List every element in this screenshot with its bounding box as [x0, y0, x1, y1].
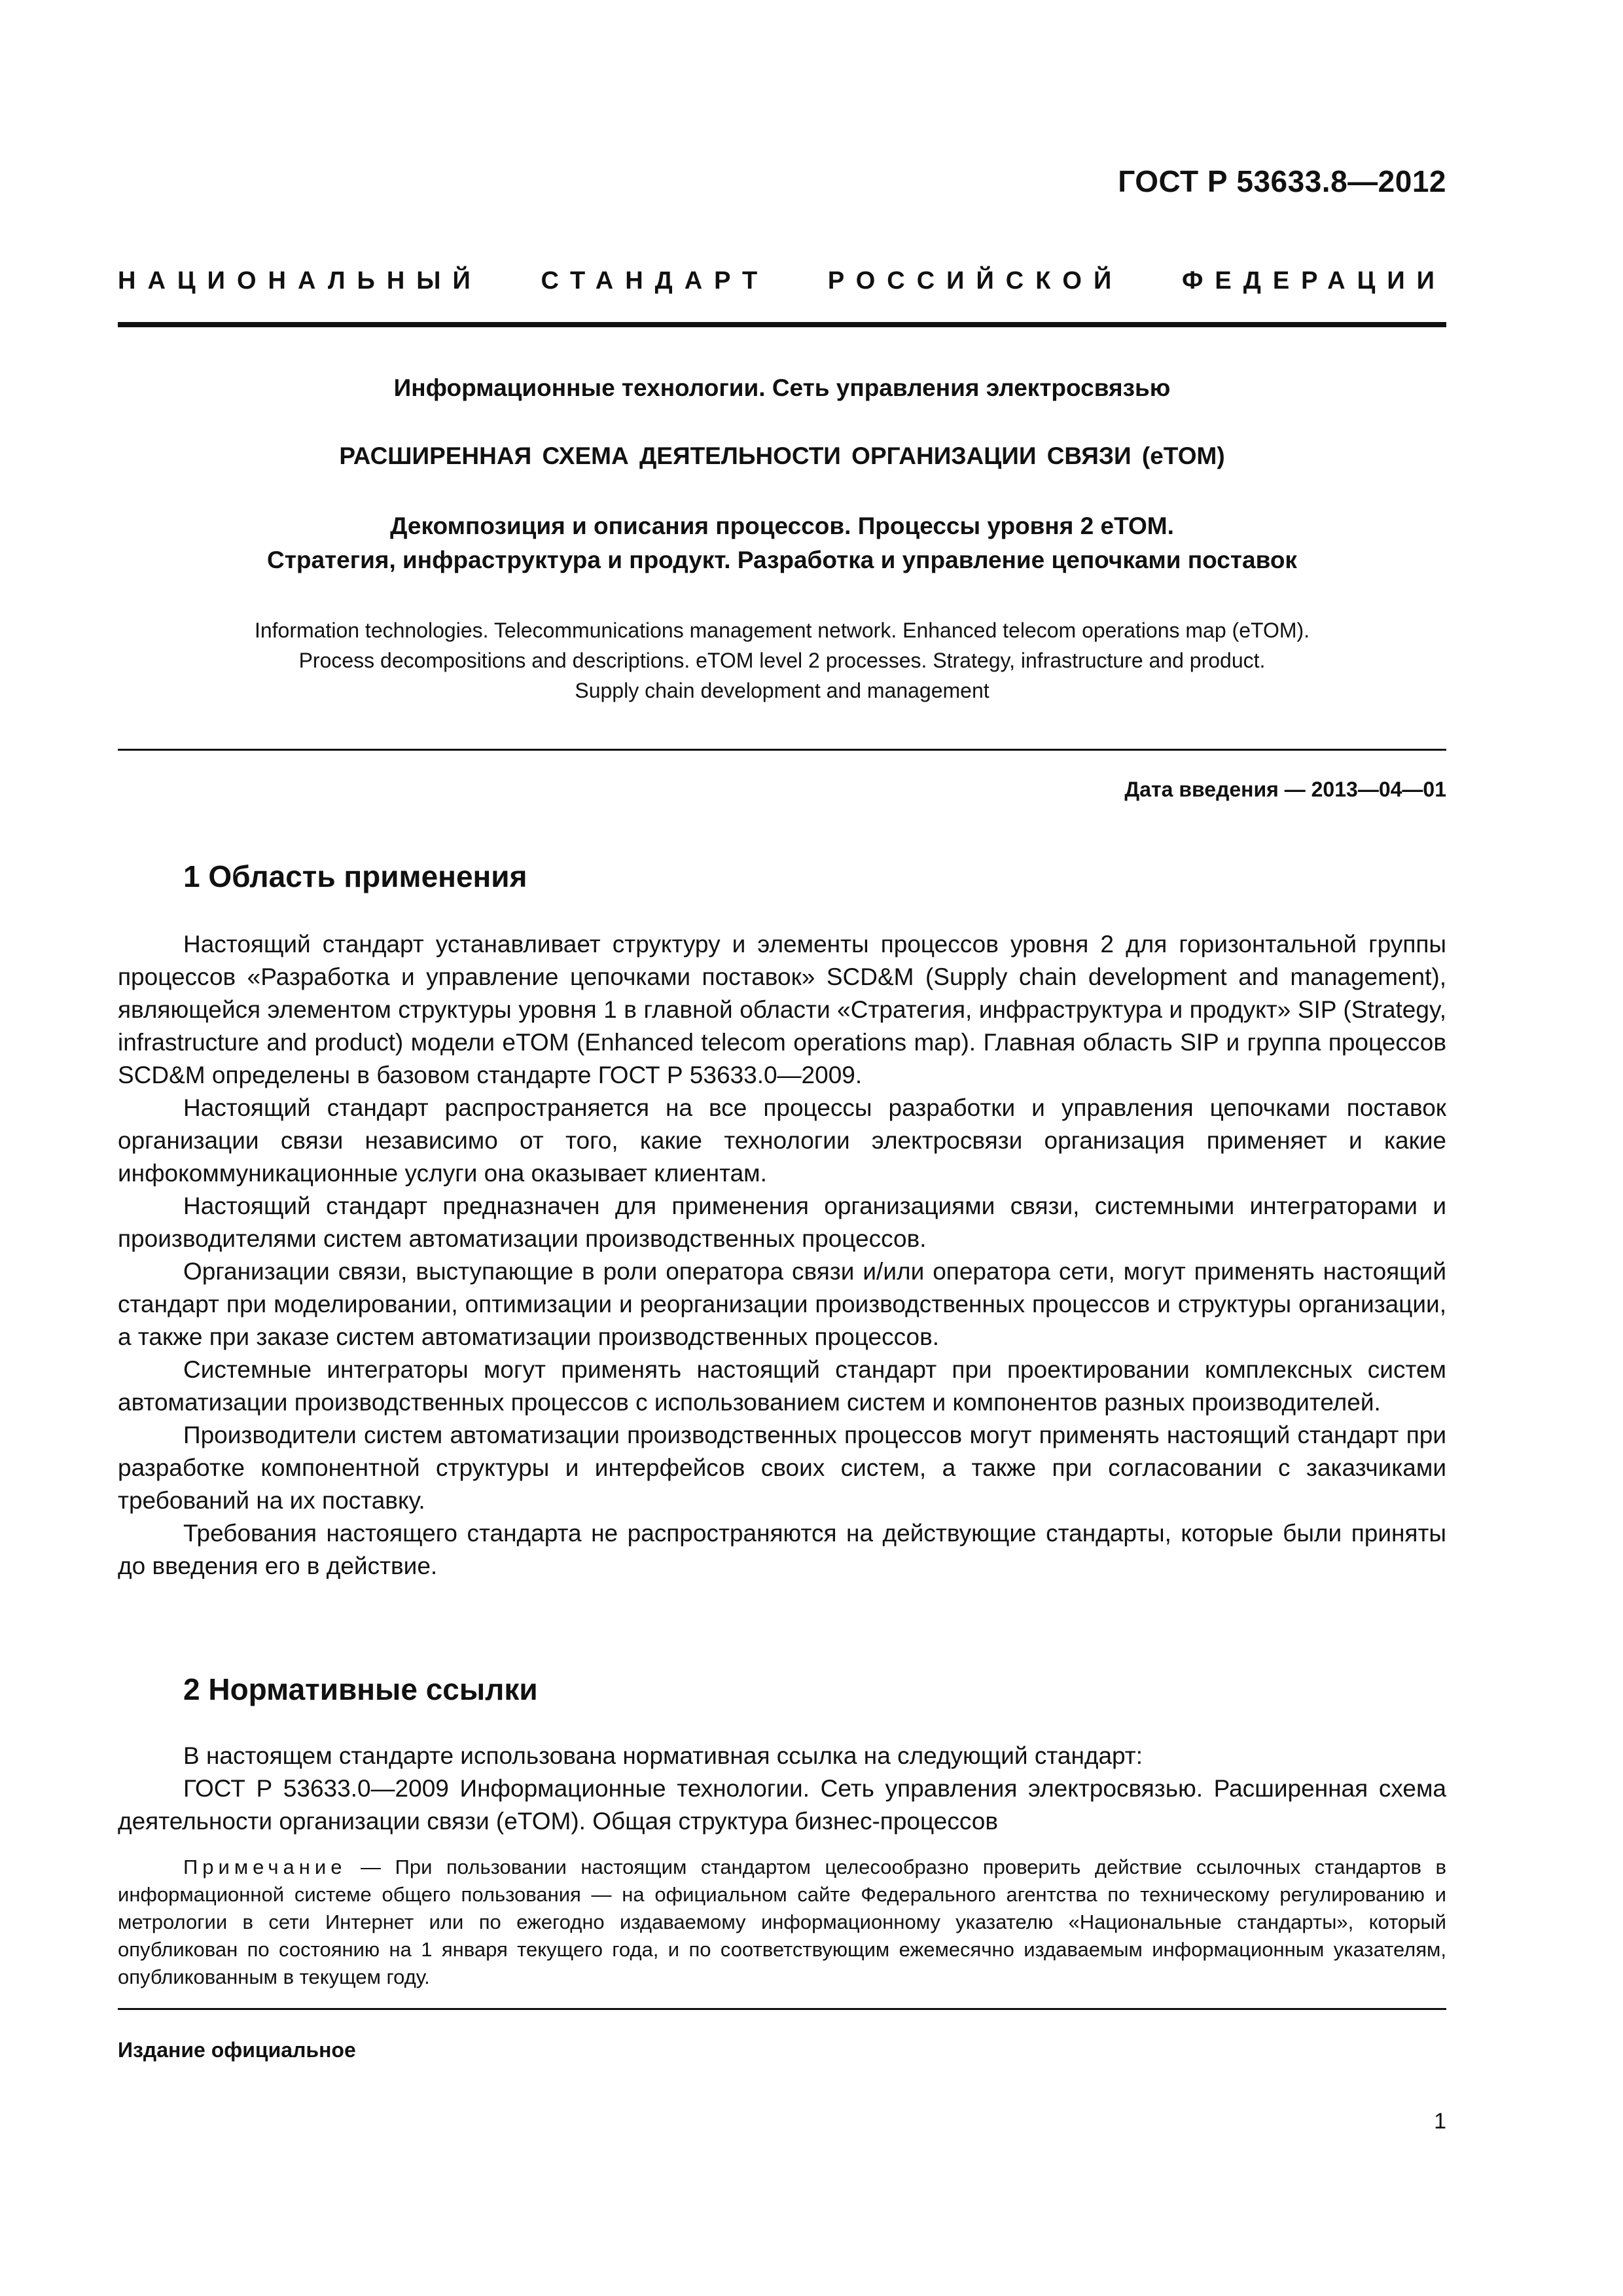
- title-line-1: Информационные технологии. Сеть управления электросвязью: [393, 374, 1171, 401]
- title-divider: [118, 749, 1446, 751]
- section-1-body: [118, 928, 1446, 1583]
- note-text: — При пользовании настоящим стандартом целесообразно проверить действие ссылочных стандартов в информационной системе общего пользования — на официальном сайте Федерального агентства по техническому регулированию и метрологии в сети Интернет или по ежегодно издаваемому информационному указателю «Национальные стандарты», который опубликован по состоянию на 1 января текущего года, и по соответствующим ежемесячно издаваемым информационным указателям, опубликованным в текущем году.: [118, 1856, 1446, 1988]
- national-standard-title: НАЦИОНАЛЬНЫЙ СТАНДАРТ РОССИЙСКОЙ ФЕДЕРАЦИИ: [118, 267, 1446, 295]
- english-title-line-1: Information technologies. Telecommunications management network. Enhanced telecom operations map (eTOM).: [254, 619, 1310, 642]
- header-divider: [118, 322, 1446, 327]
- section-1-paragraph: Настоящий стандарт распространяется на все процессы разработки и управления цепочками поставок организации связи независимо от того, какие технологии электросвязи организация применяет и какие инфокоммуникационные услуги она оказывает клиентам.: [118, 1094, 1446, 1187]
- title-line-3: [118, 509, 1446, 577]
- section-1-paragraph: Организации связи, выступающие в роли оператора связи и/или оператора сети, могут применять настоящий стандарт при моделировании, оптимизации и реорганизации производственных процессов и структуры организации, а также при заказе систем автоматизации производственных процессов.: [118, 1258, 1446, 1350]
- section-1-paragraph: Настоящий стандарт устанавливает структуру и элементы процессов уровня 2 для горизонтальной группы процессов «Разработка и управление цепочками поставок» SCD&M (Supply chain development and management), являющейся элементом структуры уровня 1 в главной области «Стратегия, инфраструктура и продукт» SIP (Strategy, infrastructure and product) модели eTOM (Enhanced telecom operations map). Главная область SIP и группа процессов SCD&M определены в базовом стандарте ГОСТ Р 53633.0—2009.: [118, 931, 1446, 1088]
- title-line-3a: Декомпозиция и описания процессов. Процессы уровня 2 eTOM.: [390, 512, 1174, 539]
- section-2-paragraph: ГОСТ Р 53633.0—2009 Информационные технологии. Сеть управления электросвязью. Расширенная схема деятельности организации связи (eTOM). Общая структура бизнес-процессов: [118, 1775, 1446, 1835]
- title-line-3b: Стратегия, инфраструктура и продукт. Разработка и управление цепочками поставок: [267, 547, 1297, 573]
- edition-label: Издание официальное: [118, 2038, 356, 2062]
- introduction-date: Дата введения — 2013—04—01: [1124, 778, 1446, 801]
- english-title-line-2: Process decompositions and descriptions. eTOM level 2 processes. Strategy, infrastructure and product.: [298, 649, 1266, 672]
- section-1-paragraph: Требования настоящего стандарта не распространяются на действующие стандарты, которые были приняты до введения его в действие.: [118, 1520, 1446, 1579]
- section-1-heading: 1 Область применения: [183, 859, 527, 893]
- footer-divider: [118, 2008, 1446, 2010]
- note-block: [118, 1854, 1446, 1991]
- section-2-heading: 2 Нормативные ссылки: [183, 1672, 538, 1706]
- page-number: 1: [1434, 2109, 1446, 2134]
- section-2-body: [118, 1740, 1446, 1838]
- document-code: ГОСТ Р 53633.8—2012: [1118, 164, 1446, 198]
- document-page: [118, 0, 1446, 2296]
- title-line-2: РАСШИРЕННАЯ СХЕМА ДЕЯТЕЛЬНОСТИ ОРГАНИЗАЦИИ СВЯЗИ (eTOM): [339, 442, 1225, 469]
- english-title-line-3: Supply chain development and management: [575, 679, 990, 702]
- english-title: [118, 615, 1446, 706]
- section-1-paragraph: Системные интеграторы могут применять настоящий стандарт при проектировании комплексных систем автоматизации производственных процессов с использованием систем и компонентов разных производителей.: [118, 1356, 1446, 1416]
- section-1-paragraph: Настоящий стандарт предназначен для применения организациями связи, системными интеграторами и производителями систем автоматизации производственных процессов.: [118, 1193, 1446, 1252]
- section-1-paragraph: Производители систем автоматизации производственных процессов могут применять настоящий стандарт при разработке компонентной структуры и интерфейсов своих систем, а также при согласовании с заказчиками требований на их поставку.: [118, 1422, 1446, 1514]
- note-label: Примечание: [183, 1856, 347, 1878]
- section-2-paragraph: В настоящем стандарте использована нормативная ссылка на следующий стандарт:: [183, 1742, 1143, 1769]
